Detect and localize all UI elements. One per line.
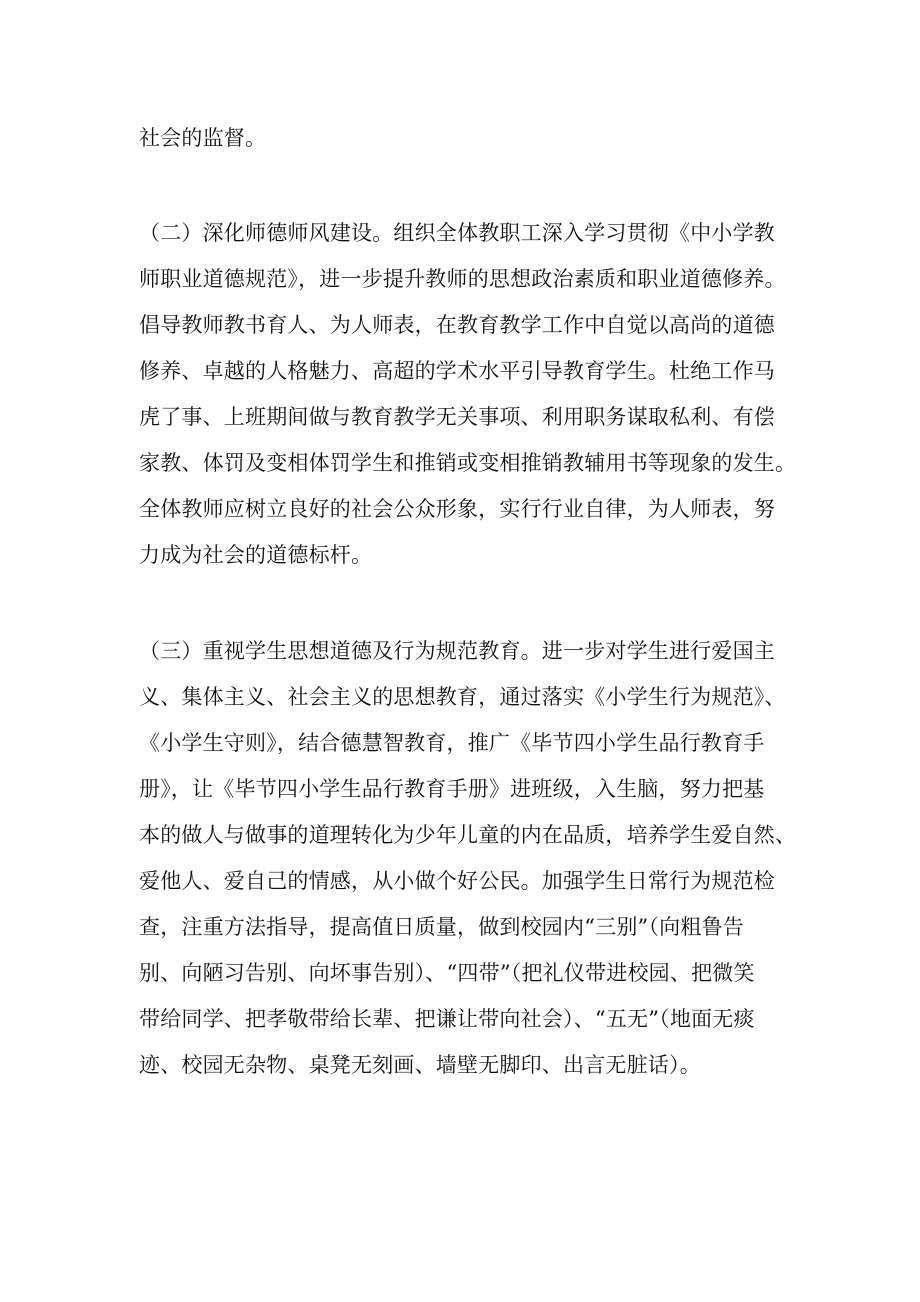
section3-line: （三）重视学生思想道德及行为规范教育。进一步对学生进行爱国主 [139,639,775,663]
section2-line: 师职业道德规范》，进一步提升教师的思想政治素质和职业道德修养。 [139,267,786,291]
paragraph-intro-line: 社会的监督。 [139,126,267,150]
section2-line: 全体教师应树立良好的社会公众形象，实行行业自律，为人师表，努 [139,497,775,521]
section2-line: 家教、体罚及变相体罚学生和推销或变相推销教辅用书等现象的发生。 [139,451,797,475]
section2-line: 修养、卓越的人格魅力、高超的学术水平引导教育学生。杜绝工作马 [139,359,775,383]
section3-line: 《小学生守则》，结合德慧智教育，推广《毕节四小学生品行教育手 [139,731,765,755]
section2-line: 力成为社会的道德标杆。 [139,543,373,567]
section3-line: 册》，让《毕节四小学生品行教育手册》进班级，入生脑，努力把基 [139,777,765,801]
section3-line: 带给同学、把孝敬带给长辈、把谦让带向社会）、“五无”（地面无痰 [139,1007,755,1031]
section3-line: 别、向陋习告别、向坏事告别）、“四带”（把礼仪带进校园、把微笑 [139,961,755,985]
section3-line: 义、集体主义、社会主义的思想教育，通过落实《小学生行为规范》、 [139,685,786,709]
section3-line: 查，注重方法指导，提高值日质量，做到校园内“三别”（向粗鲁告 [139,915,744,939]
section2-line: 虎了事、上班期间做与教育教学无关事项、利用职务谋取私利、有偿 [139,405,775,429]
section2-line: （二）深化师德师风建设。组织全体教职工深入学习贯彻《中小学教 [139,221,775,245]
section3-line: 本的做人与做事的道理转化为少年儿童的内在品质，培养学生爱自然、 [139,823,797,847]
section3-line: 爱他人、爱自己的情感，从小做个好公民。加强学生日常行为规范检 [139,869,775,893]
section3-line: 迹、校园无杂物、桌凳无刻画、墙壁无脚印、出言无脏话）。 [139,1053,701,1077]
section2-line: 倡导教师教书育人、为人师表，在教育教学工作中自觉以高尚的道德 [139,313,775,337]
